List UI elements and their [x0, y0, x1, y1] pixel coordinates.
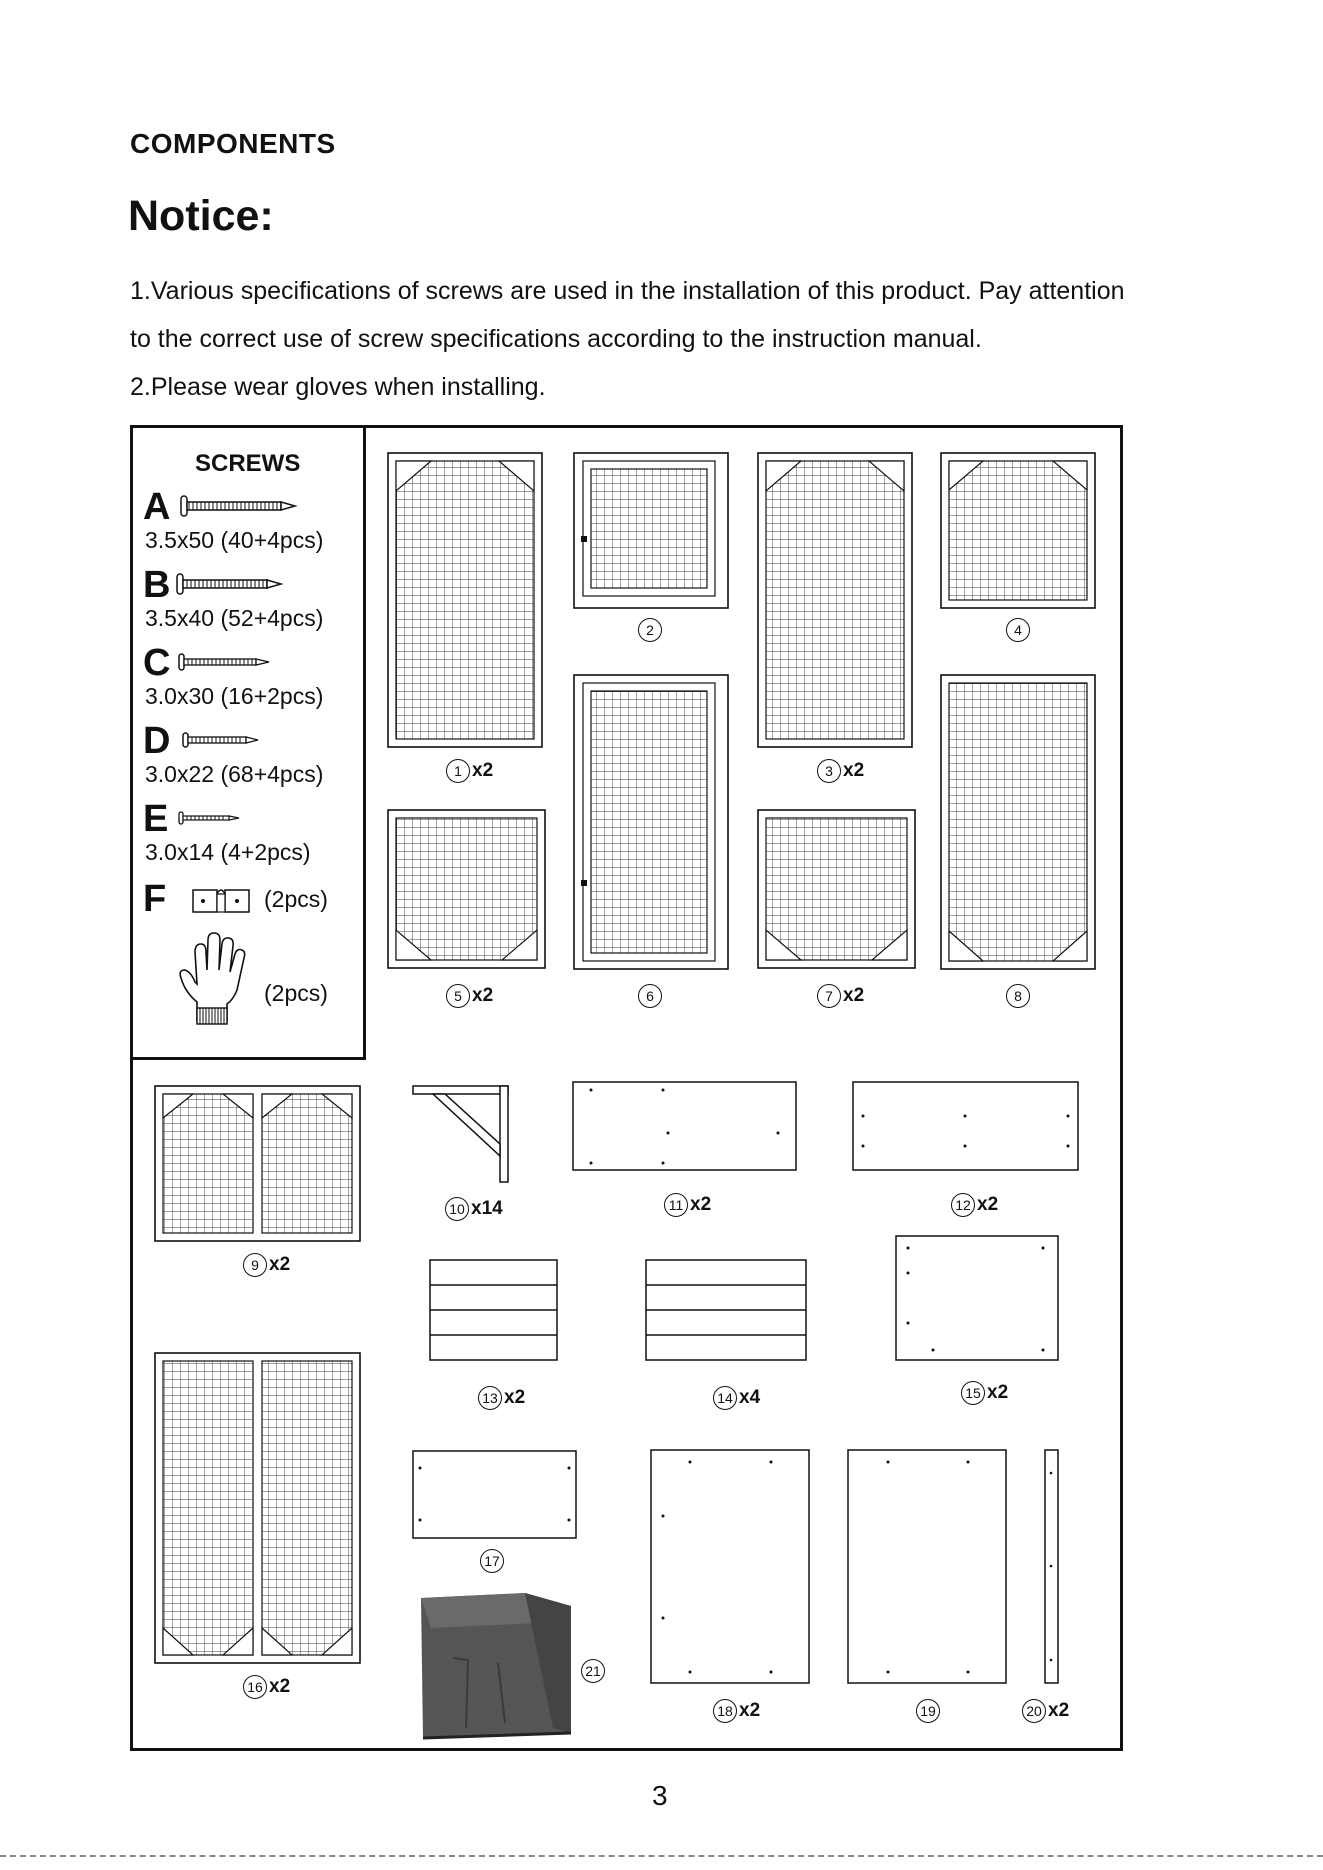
part-label-2: [638, 615, 662, 645]
part-qty-16: x2: [269, 1676, 291, 1697]
hinge-letter-f: F: [143, 878, 167, 920]
notice-line-3: 2.Please wear gloves when installing.: [130, 373, 546, 401]
board-15: [896, 1236, 1058, 1360]
tarp-21: [421, 1593, 571, 1738]
part-qty-11: x2: [690, 1194, 712, 1215]
components-frame: [130, 425, 1123, 1751]
part-qty-18: x2: [739, 1700, 761, 1721]
part-label-6: [638, 981, 662, 1011]
part-number-21: 21: [581, 1659, 605, 1683]
board-19: [848, 1450, 1006, 1683]
part-label-16: [243, 1672, 290, 1702]
screw-spec-e: 3.0x14 (4+2pcs): [145, 839, 311, 865]
part-number-6: 6: [638, 984, 662, 1008]
screw-letter-a: A: [143, 486, 171, 528]
strip-20: [1045, 1450, 1058, 1683]
part-label-1: [446, 756, 493, 786]
notice-line-1: 1.Various specifications of screws are used in the installation of this product. Pay attention: [130, 277, 1125, 305]
part-number-3: 3: [817, 759, 841, 783]
part-label-14: [713, 1383, 760, 1413]
panel-3: [758, 453, 912, 747]
panel-16: [155, 1353, 360, 1663]
part-label-11: [664, 1190, 711, 1220]
part-qty-12: x2: [977, 1194, 999, 1215]
screw-letter-d: D: [143, 720, 171, 762]
page-number: 3: [652, 1780, 668, 1811]
panel-5: [388, 810, 545, 968]
screw-spec-c: 3.0x30 (16+2pcs): [145, 683, 324, 709]
part-number-18: 18: [713, 1699, 737, 1723]
part-label-10: [445, 1194, 503, 1224]
part-number-4: 4: [1006, 618, 1030, 642]
notice-line-2: to the correct use of screw specifications according to the instruction manual.: [130, 325, 982, 353]
board-14: [646, 1260, 806, 1360]
part-qty-1: x2: [472, 760, 494, 781]
part-number-2: 2: [638, 618, 662, 642]
panel-2: [574, 453, 728, 608]
part-number-5: 5: [446, 984, 470, 1008]
part-qty-10: x14: [471, 1198, 503, 1219]
part-number-13: 13: [478, 1386, 502, 1410]
bracket-10: [413, 1086, 508, 1182]
board-17: [413, 1451, 576, 1538]
bottom-rule: [0, 1855, 1323, 1857]
panel-7: [758, 810, 915, 968]
part-qty-7: x2: [843, 985, 865, 1006]
part-label-17: [480, 1546, 504, 1576]
part-label-3: [817, 756, 864, 786]
part-label-21: [581, 1656, 605, 1686]
part-number-16: 16: [243, 1675, 267, 1699]
part-number-14: 14: [713, 1386, 737, 1410]
board-11: [573, 1082, 796, 1170]
part-qty-14: x4: [739, 1387, 761, 1408]
screw-spec-d: 3.0x22 (68+4pcs): [145, 761, 324, 787]
part-number-9: 9: [243, 1253, 267, 1277]
screw-letter-e: E: [143, 798, 169, 840]
part-qty-9: x2: [269, 1254, 291, 1275]
panel-6: [574, 675, 728, 969]
part-qty-5: x2: [472, 985, 494, 1006]
part-label-8: [1006, 981, 1030, 1011]
screw-spec-b: 3.5x40 (52+4pcs): [145, 605, 324, 631]
part-number-11: 11: [664, 1193, 688, 1217]
panel-9: [155, 1086, 360, 1241]
section-heading: COMPONENTS: [130, 128, 336, 159]
board-13: [430, 1260, 557, 1360]
part-label-12: [951, 1190, 998, 1220]
notice-title: Notice:: [128, 192, 274, 240]
part-qty-15: x2: [987, 1382, 1009, 1403]
hinge-qty: (2pcs): [264, 886, 328, 912]
part-number-15: 15: [961, 1381, 985, 1405]
panel-4: [941, 453, 1095, 608]
screws-title: SCREWS: [195, 450, 301, 477]
part-label-13: [478, 1383, 525, 1413]
part-number-7: 7: [817, 984, 841, 1008]
part-number-8: 8: [1006, 984, 1030, 1008]
part-qty-13: x2: [504, 1387, 526, 1408]
part-number-19: 19: [916, 1699, 940, 1723]
part-number-20: 20: [1022, 1699, 1046, 1723]
part-label-7: [817, 981, 864, 1011]
part-label-15: [961, 1378, 1008, 1408]
part-qty-3: x2: [843, 760, 865, 781]
gloves-qty: (2pcs): [264, 980, 328, 1006]
parts-drawing: [133, 428, 1120, 1748]
part-number-17: 17: [480, 1549, 504, 1573]
part-label-19: [916, 1696, 940, 1726]
screw-letter-b: B: [143, 564, 171, 606]
part-label-9: [243, 1250, 290, 1280]
part-number-10: 10: [445, 1197, 469, 1221]
panel-1: [388, 453, 542, 747]
part-label-18: [713, 1696, 760, 1726]
board-12: [853, 1082, 1078, 1170]
part-label-5: [446, 981, 493, 1011]
part-number-12: 12: [951, 1193, 975, 1217]
screw-letter-c: C: [143, 642, 171, 684]
board-18: [651, 1450, 809, 1683]
panel-8: [941, 675, 1095, 969]
part-label-20: [1022, 1696, 1069, 1726]
part-qty-20: x2: [1048, 1700, 1070, 1721]
screw-spec-a: 3.5x50 (40+4pcs): [145, 527, 324, 553]
part-number-1: 1: [446, 759, 470, 783]
part-label-4: [1006, 615, 1030, 645]
